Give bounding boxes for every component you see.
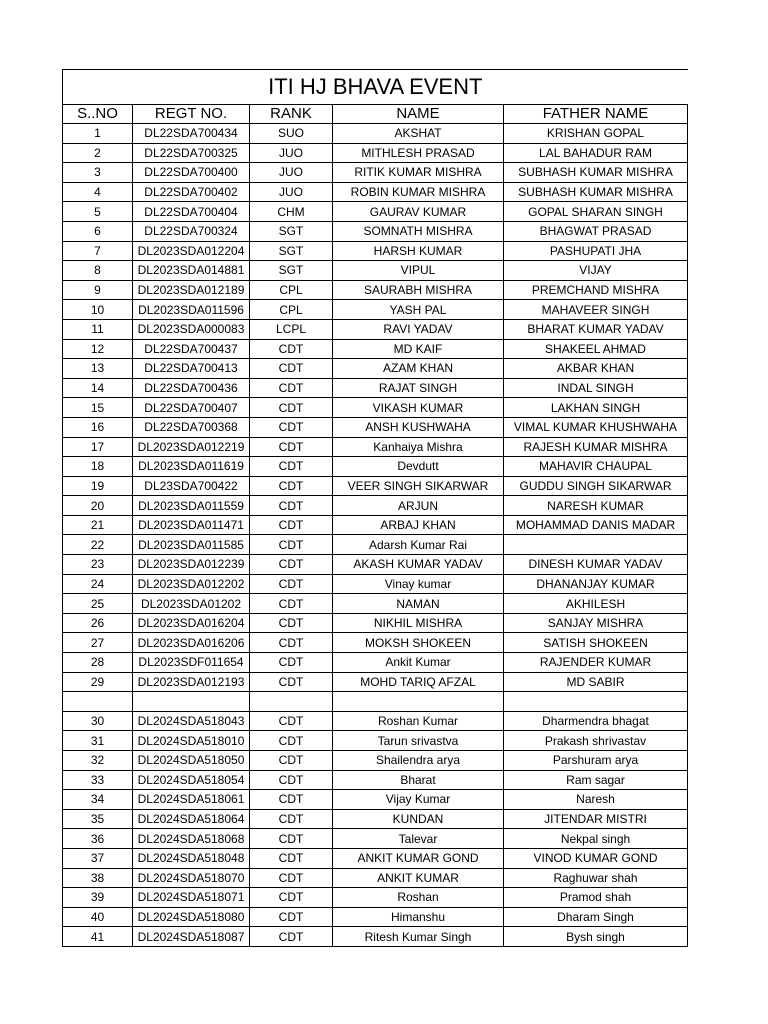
- cell-rank: CDT: [250, 613, 333, 633]
- cell-rank: SGT: [250, 241, 333, 261]
- cell-name: RAJAT SINGH: [333, 378, 504, 398]
- cell-sno: 41: [63, 927, 133, 947]
- cell-name: Bharat: [333, 770, 504, 790]
- cell-sno: 37: [63, 848, 133, 868]
- cell-father-name: VIMAL KUMAR KHUSHWAHA: [504, 417, 688, 437]
- table-row: [63, 300, 688, 320]
- cell-name: ARBAJ KHAN: [333, 515, 504, 535]
- cell-name: VEER SINGH SIKARWAR: [333, 476, 504, 496]
- cell-rank: CDT: [250, 770, 333, 790]
- cell-father-name: GUDDU SINGH SIKARWAR: [504, 476, 688, 496]
- cell-father-name: MD SABIR: [504, 672, 688, 692]
- cell-name: Tarun srivastva: [333, 731, 504, 751]
- cell-regt-no: DL2024SDA518048: [133, 848, 250, 868]
- cell-rank: CDT: [250, 515, 333, 535]
- cell-sno: 29: [63, 672, 133, 692]
- table-row: [63, 731, 688, 751]
- cell-name: MOKSH SHOKEEN: [333, 633, 504, 653]
- table-row: [63, 143, 688, 163]
- cell-sno: 7: [63, 241, 133, 261]
- cell-sno: 36: [63, 829, 133, 849]
- cell-father-name: PREMCHAND MISHRA: [504, 280, 688, 300]
- table-row: [63, 555, 688, 575]
- cell-regt-no: DL22SDA700413: [133, 359, 250, 379]
- cell-father-name: VINOD KUMAR GOND: [504, 848, 688, 868]
- cell-father-name: Naresh: [504, 790, 688, 810]
- cell-sno: 1: [63, 124, 133, 144]
- cell-regt-no: DL2024SDA518043: [133, 711, 250, 731]
- cell-father-name: AKBAR KHAN: [504, 359, 688, 379]
- cell-name: MOHD TARIQ AFZAL: [333, 672, 504, 692]
- cell-sno: 19: [63, 476, 133, 496]
- table-row: [63, 261, 688, 281]
- table-row: [63, 594, 688, 614]
- table-row: [63, 221, 688, 241]
- cell-regt-no: DL2024SDA518070: [133, 868, 250, 888]
- blank-cell: [333, 692, 504, 712]
- cell-sno: 22: [63, 535, 133, 555]
- cell-sno: 34: [63, 790, 133, 810]
- cell-rank: CDT: [250, 417, 333, 437]
- cell-regt-no: DL2024SDA518071: [133, 888, 250, 908]
- cell-sno: 10: [63, 300, 133, 320]
- cell-rank: CDT: [250, 868, 333, 888]
- cell-sno: 11: [63, 319, 133, 339]
- cell-name: Talevar: [333, 829, 504, 849]
- cell-name: Kanhaiya Mishra: [333, 437, 504, 457]
- cell-rank: CDT: [250, 339, 333, 359]
- table-row: [63, 790, 688, 810]
- cell-rank: CDT: [250, 751, 333, 771]
- cell-regt-no: DL2024SDA518010: [133, 731, 250, 751]
- title-row: [63, 70, 688, 105]
- table-row: [63, 633, 688, 653]
- cell-name: VIPUL: [333, 261, 504, 281]
- cell-name: ARJUN: [333, 496, 504, 516]
- cell-rank: CDT: [250, 378, 333, 398]
- cell-father-name: Nekpal singh: [504, 829, 688, 849]
- cell-rank: CDT: [250, 437, 333, 457]
- cell-regt-no: DL2023SDF011654: [133, 653, 250, 673]
- table-row: [63, 535, 688, 555]
- table-row: [63, 829, 688, 849]
- cell-regt-no: DL2023SDA011585: [133, 535, 250, 555]
- table-row: [63, 751, 688, 771]
- blank-cell: [250, 692, 333, 712]
- sheet-title: ITI HJ BHAVA EVENT: [63, 70, 688, 105]
- cell-father-name: Dharam Singh: [504, 907, 688, 927]
- cell-father-name: Raghuwar shah: [504, 868, 688, 888]
- cell-name: NIKHIL MISHRA: [333, 613, 504, 633]
- cell-rank: CDT: [250, 672, 333, 692]
- cell-sno: 28: [63, 653, 133, 673]
- cell-sno: 3: [63, 163, 133, 183]
- cell-name: Himanshu: [333, 907, 504, 927]
- cell-regt-no: DL2023SDA012219: [133, 437, 250, 457]
- cell-father-name: Parshuram arya: [504, 751, 688, 771]
- table-row: [63, 809, 688, 829]
- cell-name: MD KAIF: [333, 339, 504, 359]
- cell-regt-no: DL23SDA700422: [133, 476, 250, 496]
- cell-father-name: Prakash shrivastav: [504, 731, 688, 751]
- header-sno: S..NO: [63, 105, 133, 124]
- table-row: [63, 496, 688, 516]
- table-row: [63, 398, 688, 418]
- table-row: [63, 574, 688, 594]
- cell-rank: CDT: [250, 888, 333, 908]
- cell-father-name: BHAGWAT PRASAD: [504, 221, 688, 241]
- cell-rank: SGT: [250, 261, 333, 281]
- cell-rank: CDT: [250, 398, 333, 418]
- cell-regt-no: DL22SDA700325: [133, 143, 250, 163]
- cell-father-name: Ram sagar: [504, 770, 688, 790]
- cell-rank: CDT: [250, 829, 333, 849]
- cell-name: ANKIT KUMAR: [333, 868, 504, 888]
- cell-name: HARSH KUMAR: [333, 241, 504, 261]
- cell-father-name: BHARAT KUMAR YADAV: [504, 319, 688, 339]
- cell-name: AKSHAT: [333, 124, 504, 144]
- blank-cell: [133, 692, 250, 712]
- cell-sno: 27: [63, 633, 133, 653]
- cell-sno: 40: [63, 907, 133, 927]
- cell-name: AZAM KHAN: [333, 359, 504, 379]
- cell-regt-no: DL2024SDA518054: [133, 770, 250, 790]
- cell-rank: JUO: [250, 163, 333, 183]
- table-row: [63, 711, 688, 731]
- cell-rank: SGT: [250, 221, 333, 241]
- cell-regt-no: DL2023SDA012204: [133, 241, 250, 261]
- cell-rank: CPL: [250, 280, 333, 300]
- table-row: [63, 202, 688, 222]
- cell-name: ANKIT KUMAR GOND: [333, 848, 504, 868]
- cell-sno: 5: [63, 202, 133, 222]
- cell-sno: 35: [63, 809, 133, 829]
- table-row: [63, 437, 688, 457]
- cell-father-name: MAHAVIR CHAUPAL: [504, 457, 688, 477]
- blank-cell: [504, 692, 688, 712]
- header-rank: RANK: [250, 105, 333, 124]
- cell-regt-no: DL22SDA700434: [133, 124, 250, 144]
- cell-father-name: GOPAL SHARAN SINGH: [504, 202, 688, 222]
- cell-rank: CDT: [250, 927, 333, 947]
- cell-name: Adarsh Kumar Rai: [333, 535, 504, 555]
- cell-father-name: Dharmendra bhagat: [504, 711, 688, 731]
- cell-rank: CDT: [250, 476, 333, 496]
- table-row: [63, 927, 688, 947]
- table-row: [63, 378, 688, 398]
- cell-rank: CDT: [250, 790, 333, 810]
- table-row: [63, 848, 688, 868]
- cell-regt-no: DL2023SDA014881: [133, 261, 250, 281]
- cell-name: KUNDAN: [333, 809, 504, 829]
- cell-name: SOMNATH MISHRA: [333, 221, 504, 241]
- cell-regt-no: DL2023SDA011471: [133, 515, 250, 535]
- cell-sno: 30: [63, 711, 133, 731]
- cell-sno: 31: [63, 731, 133, 751]
- table-row: [63, 653, 688, 673]
- table-row: [63, 476, 688, 496]
- cell-rank: CDT: [250, 535, 333, 555]
- cell-rank: CDT: [250, 555, 333, 575]
- blank-cell: [63, 692, 133, 712]
- table-row: [63, 770, 688, 790]
- table-row: [63, 124, 688, 144]
- cell-name: Vinay kumar: [333, 574, 504, 594]
- cell-regt-no: DL2023SDA012193: [133, 672, 250, 692]
- cell-regt-no: DL2024SDA518061: [133, 790, 250, 810]
- cell-regt-no: DL22SDA700368: [133, 417, 250, 437]
- cell-name: ANSH KUSHWAHA: [333, 417, 504, 437]
- cell-name: ROBIN KUMAR MISHRA: [333, 182, 504, 202]
- table-row: [63, 182, 688, 202]
- cell-rank: CDT: [250, 496, 333, 516]
- cell-sno: 25: [63, 594, 133, 614]
- table-row: [63, 457, 688, 477]
- cell-sno: 38: [63, 868, 133, 888]
- cell-father-name: MOHAMMAD DANIS MADAR: [504, 515, 688, 535]
- cell-name: SAURABH MISHRA: [333, 280, 504, 300]
- cell-sno: 14: [63, 378, 133, 398]
- cell-regt-no: DL2023SDA012202: [133, 574, 250, 594]
- cell-regt-no: DL2024SDA518087: [133, 927, 250, 947]
- cell-rank: JUO: [250, 143, 333, 163]
- cell-regt-no: DL2024SDA518068: [133, 829, 250, 849]
- cell-sno: 12: [63, 339, 133, 359]
- cell-sno: 18: [63, 457, 133, 477]
- table-row: [63, 319, 688, 339]
- cell-name: RAVI YADAV: [333, 319, 504, 339]
- cell-regt-no: DL2023SDA011559: [133, 496, 250, 516]
- header-father-name: FATHER NAME: [504, 105, 688, 124]
- cell-name: Ankit Kumar: [333, 653, 504, 673]
- cadet-list-table: [62, 69, 688, 947]
- cell-sno: 33: [63, 770, 133, 790]
- cell-regt-no: DL2023SDA000083: [133, 319, 250, 339]
- cell-father-name: RAJENDER KUMAR: [504, 653, 688, 673]
- cell-father-name: RAJESH KUMAR MISHRA: [504, 437, 688, 457]
- cell-sno: 8: [63, 261, 133, 281]
- cell-name: Vijay Kumar: [333, 790, 504, 810]
- cell-regt-no: DL2024SDA518080: [133, 907, 250, 927]
- cell-sno: 26: [63, 613, 133, 633]
- cell-name: RITIK KUMAR MISHRA: [333, 163, 504, 183]
- table-row: [63, 163, 688, 183]
- cell-father-name: PASHUPATI JHA: [504, 241, 688, 261]
- cell-name: Shailendra arya: [333, 751, 504, 771]
- cell-rank: CHM: [250, 202, 333, 222]
- cell-name: VIKASH KUMAR: [333, 398, 504, 418]
- cell-father-name: SUBHASH KUMAR MISHRA: [504, 182, 688, 202]
- cell-regt-no: DL22SDA700407: [133, 398, 250, 418]
- cell-father-name: JITENDAR MISTRI: [504, 809, 688, 829]
- cell-father-name: SANJAY MISHRA: [504, 613, 688, 633]
- cell-name: MITHLESH PRASAD: [333, 143, 504, 163]
- cell-regt-no: DL22SDA700437: [133, 339, 250, 359]
- table-row: [63, 672, 688, 692]
- table-row: [63, 868, 688, 888]
- table-row: [63, 280, 688, 300]
- table-row: [63, 888, 688, 908]
- cell-father-name: SUBHASH KUMAR MISHRA: [504, 163, 688, 183]
- cell-regt-no: DL22SDA700436: [133, 378, 250, 398]
- cell-rank: CDT: [250, 457, 333, 477]
- cell-father-name: INDAL SINGH: [504, 378, 688, 398]
- cell-rank: CDT: [250, 809, 333, 829]
- cell-rank: CDT: [250, 574, 333, 594]
- cell-father-name: KRISHAN GOPAL: [504, 124, 688, 144]
- cell-regt-no: DL2023SDA016206: [133, 633, 250, 653]
- cell-regt-no: DL22SDA700400: [133, 163, 250, 183]
- table-row: [63, 339, 688, 359]
- cell-regt-no: DL22SDA700324: [133, 221, 250, 241]
- cell-name: YASH PAL: [333, 300, 504, 320]
- table-row: [63, 241, 688, 261]
- table-row: [63, 613, 688, 633]
- cell-sno: 13: [63, 359, 133, 379]
- cell-rank: CDT: [250, 731, 333, 751]
- cell-father-name: VIJAY: [504, 261, 688, 281]
- cell-father-name: AKHILESH: [504, 594, 688, 614]
- cell-name: NAMAN: [333, 594, 504, 614]
- cell-name: Roshan Kumar: [333, 711, 504, 731]
- header-regt-no: REGT NO.: [133, 105, 250, 124]
- cell-rank: CDT: [250, 711, 333, 731]
- cell-father-name: DINESH KUMAR YADAV: [504, 555, 688, 575]
- cell-name: Devdutt: [333, 457, 504, 477]
- cell-rank: CDT: [250, 907, 333, 927]
- cell-sno: 21: [63, 515, 133, 535]
- cell-rank: SUO: [250, 124, 333, 144]
- cell-name: AKASH KUMAR YADAV: [333, 555, 504, 575]
- cell-regt-no: DL22SDA700402: [133, 182, 250, 202]
- cell-sno: 15: [63, 398, 133, 418]
- cell-rank: CDT: [250, 594, 333, 614]
- cell-regt-no: DL2024SDA518064: [133, 809, 250, 829]
- cell-sno: 24: [63, 574, 133, 594]
- table-row: [63, 907, 688, 927]
- cell-name: Ritesh Kumar Singh: [333, 927, 504, 947]
- cell-father-name: SHAKEEL AHMAD: [504, 339, 688, 359]
- cell-rank: CDT: [250, 633, 333, 653]
- cell-father-name: MAHAVEER SINGH: [504, 300, 688, 320]
- cell-regt-no: DL2023SDA012189: [133, 280, 250, 300]
- cell-rank: CDT: [250, 653, 333, 673]
- cell-father-name: LAKHAN SINGH: [504, 398, 688, 418]
- cell-regt-no: DL22SDA700404: [133, 202, 250, 222]
- table-row: [63, 515, 688, 535]
- cell-name: Roshan: [333, 888, 504, 908]
- cell-regt-no: DL2023SDA012239: [133, 555, 250, 575]
- cell-sno: 2: [63, 143, 133, 163]
- header-row: [63, 105, 688, 124]
- cell-father-name: NARESH KUMAR: [504, 496, 688, 516]
- cell-regt-no: DL2023SDA011596: [133, 300, 250, 320]
- cell-regt-no: DL2024SDA518050: [133, 751, 250, 771]
- cell-father-name: Pramod shah: [504, 888, 688, 908]
- cell-regt-no: DL2023SDA01202: [133, 594, 250, 614]
- cell-regt-no: DL2023SDA011619: [133, 457, 250, 477]
- cell-father-name: SATISH SHOKEEN: [504, 633, 688, 653]
- cell-sno: 20: [63, 496, 133, 516]
- cell-regt-no: DL2023SDA016204: [133, 613, 250, 633]
- cell-rank: JUO: [250, 182, 333, 202]
- cell-rank: CPL: [250, 300, 333, 320]
- blank-separator-row: [63, 692, 688, 712]
- cell-sno: 16: [63, 417, 133, 437]
- cell-sno: 6: [63, 221, 133, 241]
- cell-name: GAURAV KUMAR: [333, 202, 504, 222]
- cell-sno: 32: [63, 751, 133, 771]
- cell-sno: 39: [63, 888, 133, 908]
- cell-rank: CDT: [250, 359, 333, 379]
- table-row: [63, 417, 688, 437]
- table-row: [63, 359, 688, 379]
- cell-rank: CDT: [250, 848, 333, 868]
- cell-sno: 17: [63, 437, 133, 457]
- cell-sno: 9: [63, 280, 133, 300]
- cell-father-name: Bysh singh: [504, 927, 688, 947]
- cell-rank: LCPL: [250, 319, 333, 339]
- cell-sno: 23: [63, 555, 133, 575]
- cell-father-name: DHANANJAY KUMAR: [504, 574, 688, 594]
- cell-father-name: LAL BAHADUR RAM: [504, 143, 688, 163]
- header-name: NAME: [333, 105, 504, 124]
- cell-sno: 4: [63, 182, 133, 202]
- cell-father-name: [504, 535, 688, 555]
